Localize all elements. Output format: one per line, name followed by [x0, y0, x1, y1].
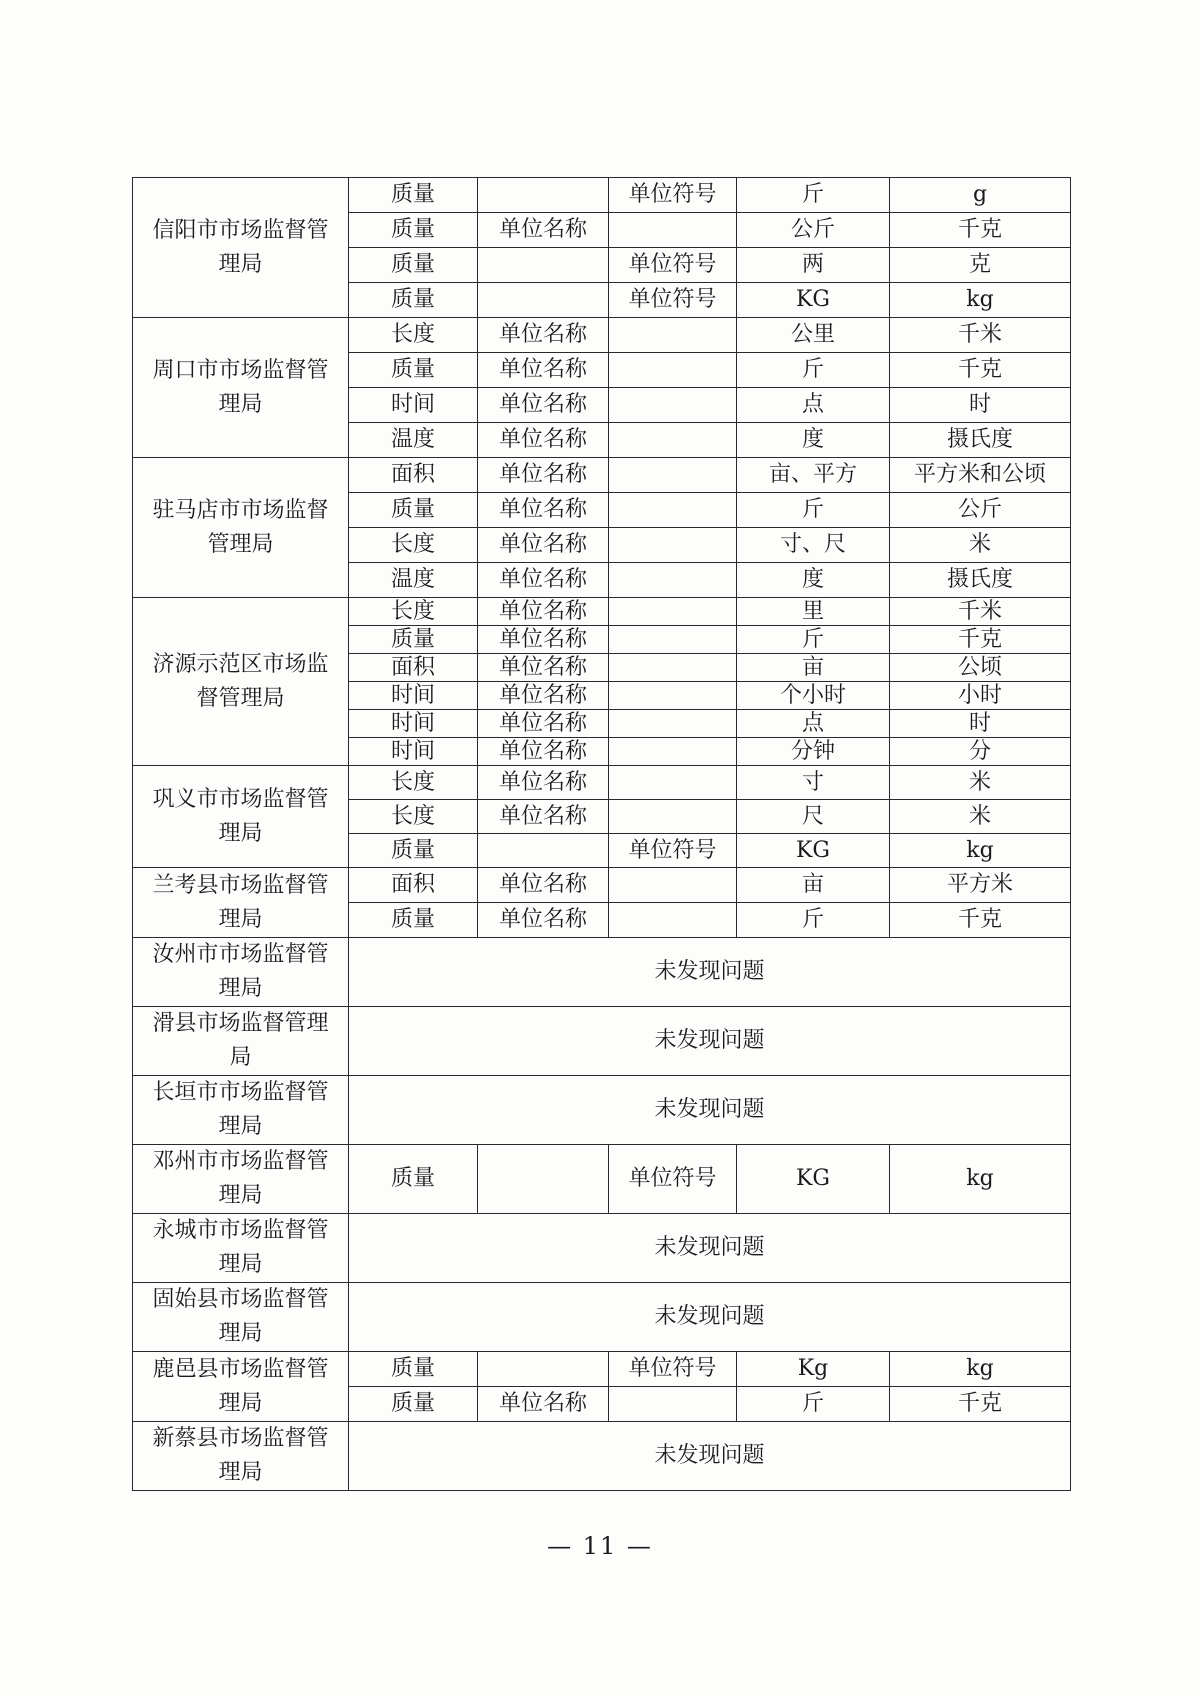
- page-number: — 11 —: [547, 1532, 653, 1560]
- correct-unit-cell: 分: [890, 738, 1071, 766]
- table-row: [133, 938, 1071, 1007]
- correct-unit-cell: 千米: [890, 598, 1071, 626]
- correct-unit-cell: 米: [890, 800, 1071, 834]
- unit-name-cell: 单位名称: [478, 654, 609, 682]
- table-row: [133, 1352, 1071, 1387]
- unit-symbol-cell: [609, 1387, 737, 1422]
- table-row: [133, 1214, 1071, 1283]
- quantity-cell: 质量: [349, 903, 478, 938]
- unit-name-cell: 单位名称: [478, 458, 609, 493]
- unit-name-cell: 单位名称: [478, 318, 609, 353]
- unit-symbol-cell: [609, 318, 737, 353]
- org-name-cell: 巩义市市场监督管理局: [133, 766, 349, 868]
- quantity-cell: 质量: [349, 283, 478, 318]
- wrong-unit-cell: 尺: [737, 800, 890, 834]
- unit-symbol-cell: [609, 903, 737, 938]
- correct-unit-cell: 小时: [890, 682, 1071, 710]
- correct-unit-cell: g: [890, 178, 1071, 213]
- correct-unit-cell: 克: [890, 248, 1071, 283]
- table-row: [133, 178, 1071, 213]
- unit-symbol-cell: [609, 626, 737, 654]
- unit-symbol-cell: [609, 353, 737, 388]
- unit-name-cell: 单位名称: [478, 388, 609, 423]
- wrong-unit-cell: 点: [737, 710, 890, 738]
- quantity-cell: 时间: [349, 682, 478, 710]
- table-row: [133, 1145, 1071, 1214]
- wrong-unit-cell: 斤: [737, 493, 890, 528]
- quantity-cell: 面积: [349, 868, 478, 903]
- unit-symbol-cell: 单位符号: [609, 178, 737, 213]
- wrong-unit-cell: 亩: [737, 654, 890, 682]
- unit-symbol-cell: [609, 598, 737, 626]
- quantity-cell: 质量: [349, 353, 478, 388]
- wrong-unit-cell: 公斤: [737, 213, 890, 248]
- wrong-unit-cell: 公里: [737, 318, 890, 353]
- org-name-cell: 固始县市场监督管理局: [133, 1283, 349, 1352]
- no-issue-cell: 未发现问题: [349, 1214, 1071, 1283]
- no-issue-cell: 未发现问题: [349, 1422, 1071, 1491]
- quantity-cell: 温度: [349, 563, 478, 598]
- unit-name-cell: 单位名称: [478, 626, 609, 654]
- unit-symbol-cell: [609, 800, 737, 834]
- no-issue-cell: 未发现问题: [349, 1076, 1071, 1145]
- correct-unit-cell: kg: [890, 834, 1071, 868]
- org-name-cell: 长垣市市场监督管理局: [133, 1076, 349, 1145]
- unit-name-cell: 单位名称: [478, 710, 609, 738]
- quantity-cell: 时间: [349, 738, 478, 766]
- no-issue-cell: 未发现问题: [349, 938, 1071, 1007]
- unit-name-cell: 单位名称: [478, 682, 609, 710]
- quantity-cell: 质量: [349, 834, 478, 868]
- wrong-unit-cell: 亩: [737, 868, 890, 903]
- quantity-cell: 质量: [349, 213, 478, 248]
- org-name-cell: 鹿邑县市场监督管理局: [133, 1352, 349, 1422]
- correct-unit-cell: 千克: [890, 213, 1071, 248]
- quantity-cell: 质量: [349, 248, 478, 283]
- unit-symbol-cell: [609, 738, 737, 766]
- table-row: [133, 458, 1071, 493]
- correct-unit-cell: kg: [890, 1145, 1071, 1214]
- quantity-cell: 质量: [349, 178, 478, 213]
- wrong-unit-cell: 个小时: [737, 682, 890, 710]
- org-name-cell: 新蔡县市场监督管理局: [133, 1422, 349, 1491]
- unit-name-cell: [478, 178, 609, 213]
- correct-unit-cell: 公斤: [890, 493, 1071, 528]
- unit-symbol-cell: 单位符号: [609, 1352, 737, 1387]
- quantity-cell: 质量: [349, 1145, 478, 1214]
- org-name-cell: 兰考县市场监督管理局: [133, 868, 349, 938]
- table-row: [133, 318, 1071, 353]
- correct-unit-cell: 摄氏度: [890, 423, 1071, 458]
- unit-symbol-cell: [609, 710, 737, 738]
- wrong-unit-cell: 斤: [737, 903, 890, 938]
- org-name-cell: 济源示范区市场监督管理局: [133, 598, 349, 766]
- org-name-cell: 驻马店市市场监督管理局: [133, 458, 349, 598]
- unit-name-cell: 单位名称: [478, 353, 609, 388]
- wrong-unit-cell: 度: [737, 563, 890, 598]
- quantity-cell: 长度: [349, 800, 478, 834]
- unit-symbol-cell: [609, 423, 737, 458]
- org-name-cell: 周口市市场监督管理局: [133, 318, 349, 458]
- correct-unit-cell: 时: [890, 388, 1071, 423]
- unit-name-cell: 单位名称: [478, 493, 609, 528]
- no-issue-cell: 未发现问题: [349, 1007, 1071, 1076]
- wrong-unit-cell: 斤: [737, 353, 890, 388]
- issues-table-body: [133, 178, 1071, 1491]
- table-row: [133, 1007, 1071, 1076]
- wrong-unit-cell: 斤: [737, 1387, 890, 1422]
- quantity-cell: 长度: [349, 598, 478, 626]
- wrong-unit-cell: KG: [737, 283, 890, 318]
- quantity-cell: 质量: [349, 1387, 478, 1422]
- org-name-cell: 汝州市市场监督管理局: [133, 938, 349, 1007]
- unit-symbol-cell: [609, 213, 737, 248]
- wrong-unit-cell: 寸: [737, 766, 890, 800]
- correct-unit-cell: 米: [890, 528, 1071, 563]
- table-row: [133, 868, 1071, 903]
- correct-unit-cell: 摄氏度: [890, 563, 1071, 598]
- correct-unit-cell: 公顷: [890, 654, 1071, 682]
- no-issue-cell: 未发现问题: [349, 1283, 1071, 1352]
- unit-name-cell: 单位名称: [478, 766, 609, 800]
- wrong-unit-cell: 两: [737, 248, 890, 283]
- unit-name-cell: 单位名称: [478, 800, 609, 834]
- org-name-cell: 信阳市市场监督管理局: [133, 178, 349, 318]
- correct-unit-cell: 千克: [890, 353, 1071, 388]
- unit-name-cell: 单位名称: [478, 738, 609, 766]
- wrong-unit-cell: 点: [737, 388, 890, 423]
- table-row: [133, 766, 1071, 800]
- table-row: [133, 1076, 1071, 1145]
- correct-unit-cell: 千米: [890, 318, 1071, 353]
- unit-symbol-cell: [609, 654, 737, 682]
- unit-name-cell: 单位名称: [478, 1387, 609, 1422]
- unit-symbol-cell: 单位符号: [609, 248, 737, 283]
- correct-unit-cell: 时: [890, 710, 1071, 738]
- unit-name-cell: 单位名称: [478, 903, 609, 938]
- correct-unit-cell: 米: [890, 766, 1071, 800]
- wrong-unit-cell: KG: [737, 1145, 890, 1214]
- org-name-cell: 滑县市场监督管理局: [133, 1007, 349, 1076]
- correct-unit-cell: 平方米和公顷: [890, 458, 1071, 493]
- unit-name-cell: [478, 1352, 609, 1387]
- unit-name-cell: 单位名称: [478, 563, 609, 598]
- table-row: [133, 1283, 1071, 1352]
- wrong-unit-cell: Kg: [737, 1352, 890, 1387]
- unit-symbol-cell: 单位符号: [609, 283, 737, 318]
- unit-symbol-cell: [609, 528, 737, 563]
- quantity-cell: 长度: [349, 318, 478, 353]
- unit-name-cell: 单位名称: [478, 598, 609, 626]
- quantity-cell: 质量: [349, 493, 478, 528]
- correct-unit-cell: kg: [890, 1352, 1071, 1387]
- correct-unit-cell: 千克: [890, 903, 1071, 938]
- wrong-unit-cell: 寸、尺: [737, 528, 890, 563]
- issues-table: [132, 177, 1071, 1491]
- quantity-cell: 温度: [349, 423, 478, 458]
- quantity-cell: 长度: [349, 766, 478, 800]
- quantity-cell: 面积: [349, 654, 478, 682]
- quantity-cell: 时间: [349, 388, 478, 423]
- wrong-unit-cell: KG: [737, 834, 890, 868]
- unit-name-cell: [478, 283, 609, 318]
- unit-name-cell: [478, 834, 609, 868]
- quantity-cell: 质量: [349, 1352, 478, 1387]
- unit-symbol-cell: [609, 868, 737, 903]
- quantity-cell: 面积: [349, 458, 478, 493]
- unit-name-cell: 单位名称: [478, 423, 609, 458]
- unit-symbol-cell: [609, 766, 737, 800]
- quantity-cell: 长度: [349, 528, 478, 563]
- wrong-unit-cell: 分钟: [737, 738, 890, 766]
- org-name-cell: 邓州市市场监督管理局: [133, 1145, 349, 1214]
- org-name-cell: 永城市市场监督管理局: [133, 1214, 349, 1283]
- unit-name-cell: [478, 1145, 609, 1214]
- correct-unit-cell: 千克: [890, 1387, 1071, 1422]
- correct-unit-cell: kg: [890, 283, 1071, 318]
- unit-symbol-cell: [609, 682, 737, 710]
- wrong-unit-cell: 度: [737, 423, 890, 458]
- unit-symbol-cell: 单位符号: [609, 834, 737, 868]
- unit-symbol-cell: [609, 493, 737, 528]
- wrong-unit-cell: 斤: [737, 626, 890, 654]
- wrong-unit-cell: 亩、平方: [737, 458, 890, 493]
- wrong-unit-cell: 斤: [737, 178, 890, 213]
- table-row: [133, 1422, 1071, 1491]
- correct-unit-cell: 千克: [890, 626, 1071, 654]
- unit-symbol-cell: [609, 388, 737, 423]
- correct-unit-cell: 平方米: [890, 868, 1071, 903]
- wrong-unit-cell: 里: [737, 598, 890, 626]
- unit-name-cell: 单位名称: [478, 528, 609, 563]
- unit-name-cell: [478, 248, 609, 283]
- quantity-cell: 质量: [349, 626, 478, 654]
- unit-symbol-cell: [609, 563, 737, 598]
- unit-symbol-cell: 单位符号: [609, 1145, 737, 1214]
- table-row: [133, 598, 1071, 626]
- unit-name-cell: 单位名称: [478, 868, 609, 903]
- quantity-cell: 时间: [349, 710, 478, 738]
- unit-name-cell: 单位名称: [478, 213, 609, 248]
- unit-symbol-cell: [609, 458, 737, 493]
